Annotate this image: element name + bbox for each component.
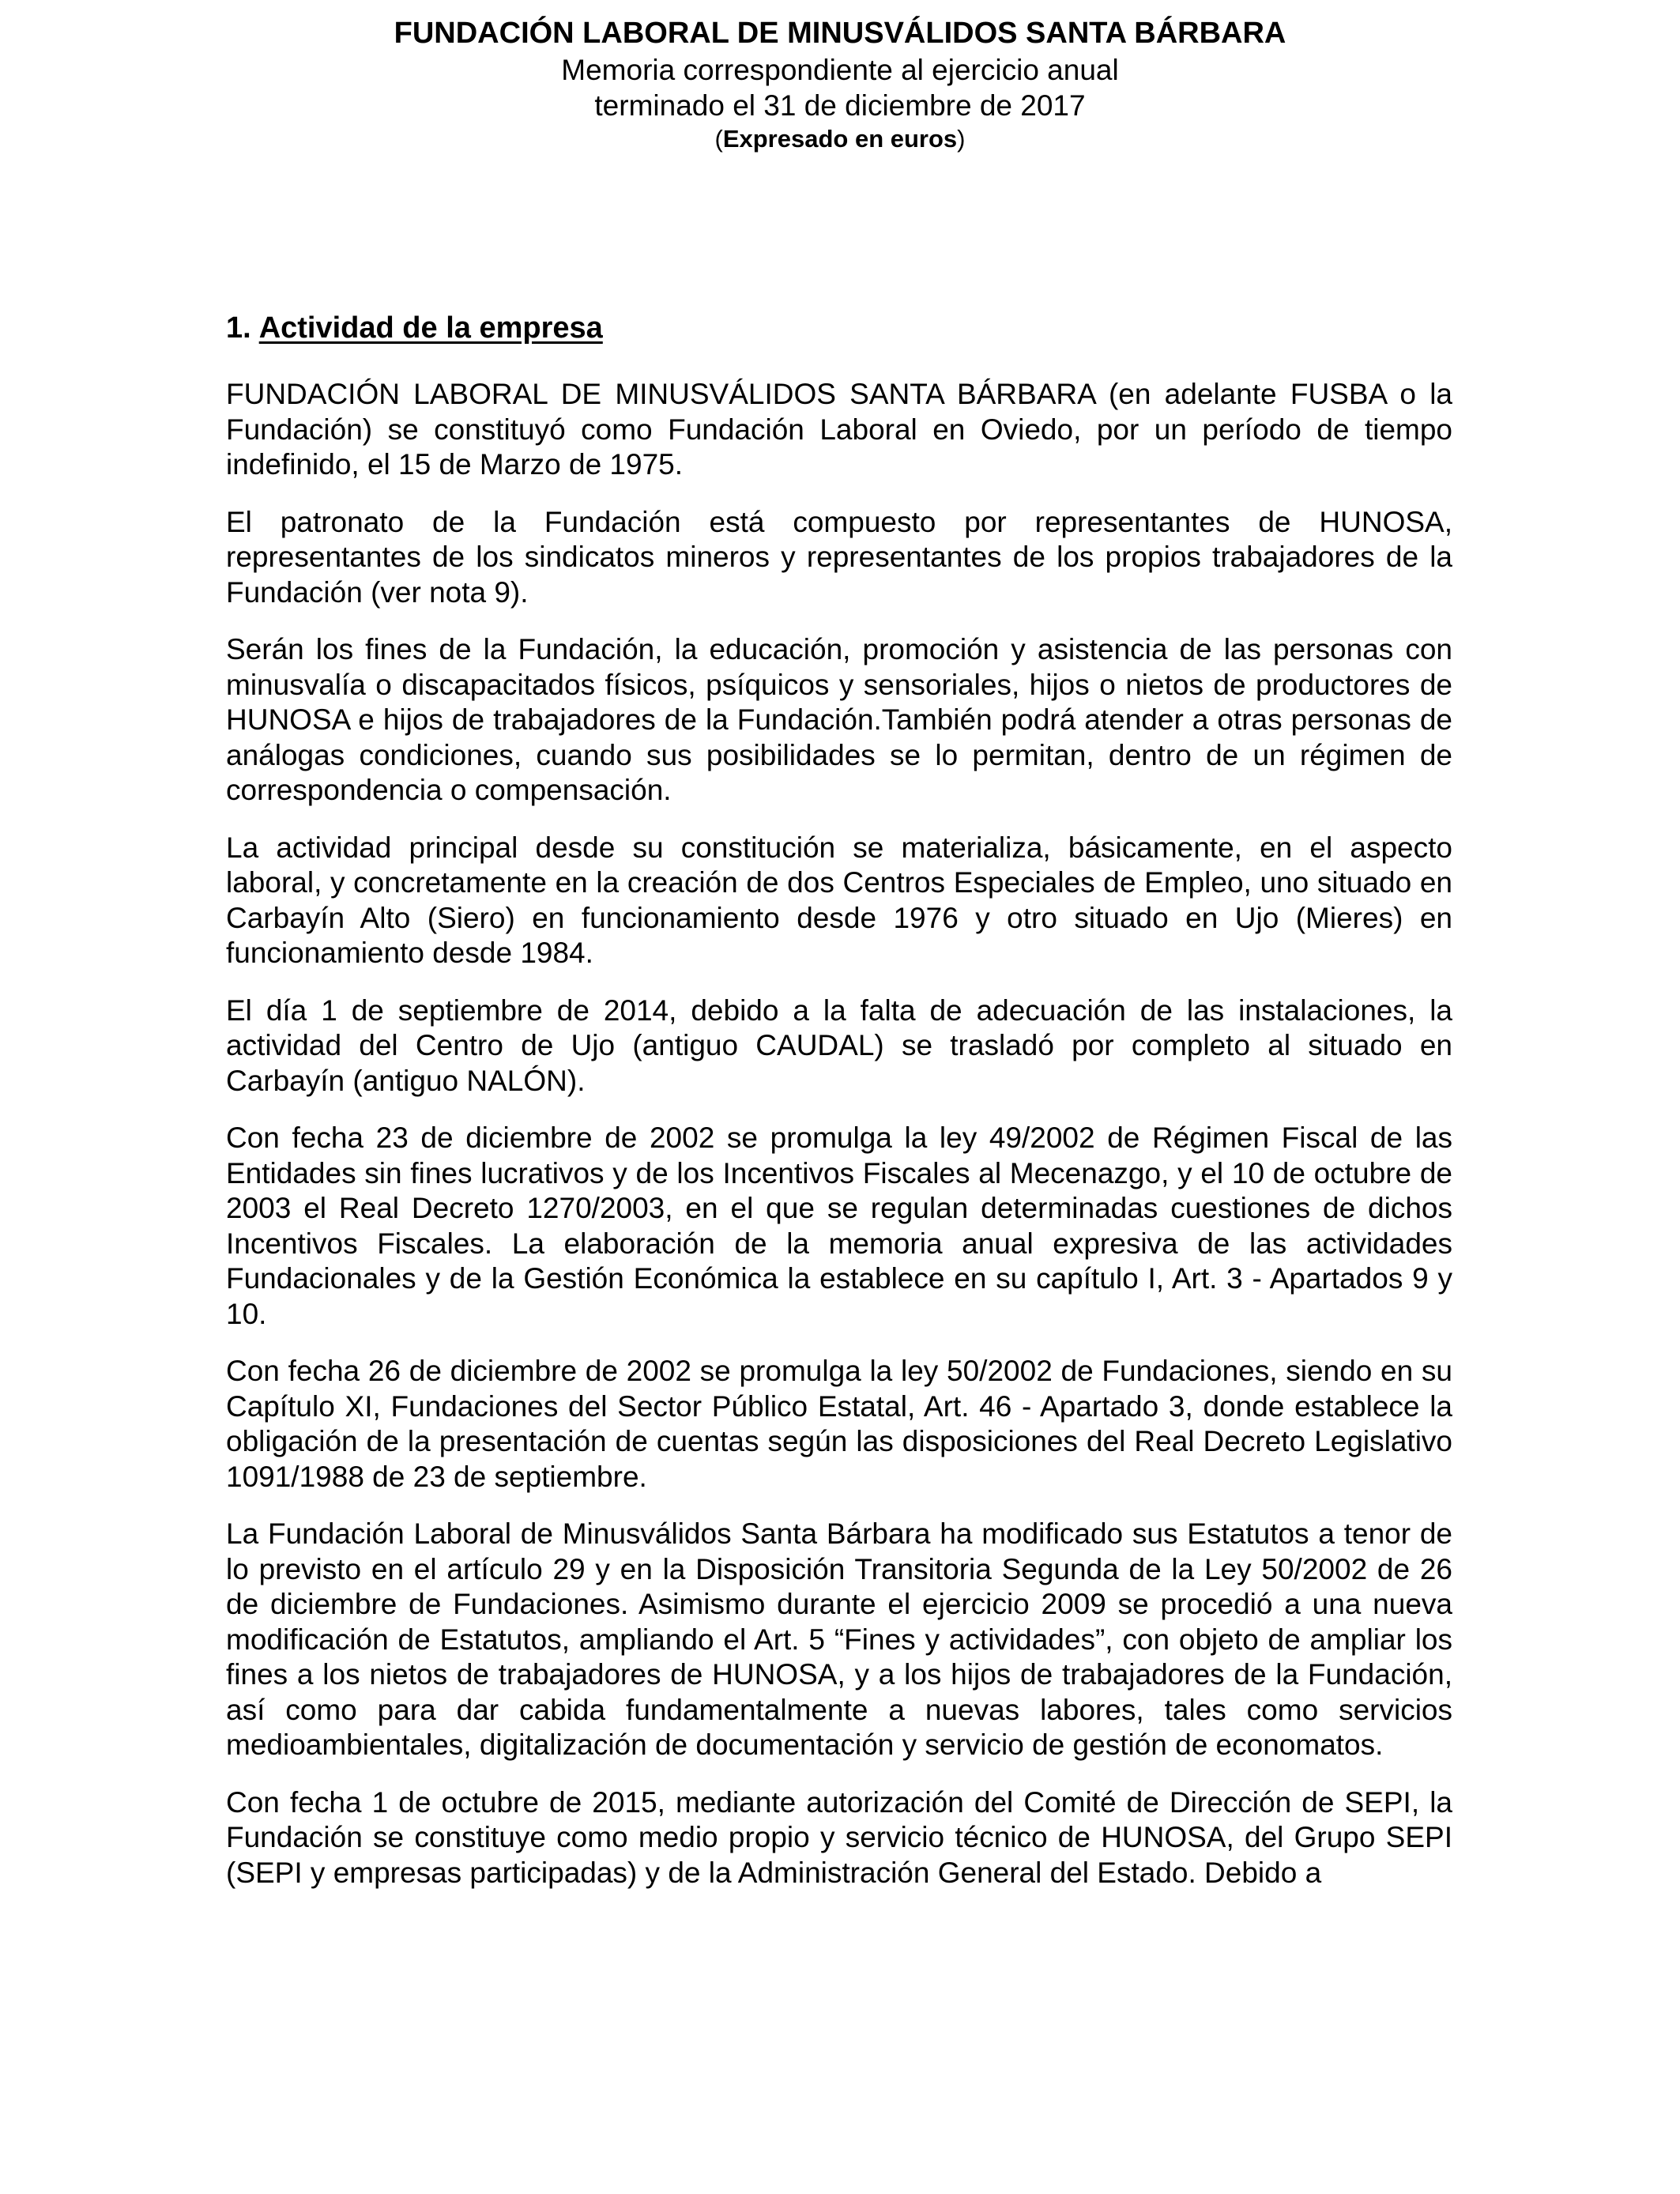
document-title: FUNDACIÓN LABORAL DE MINUSVÁLIDOS SANTA BÁRBARA: [394, 17, 1286, 50]
paragraph-medio-propio: Con fecha 1 de octubre de 2015, mediante autorización del Comité de Dirección de SEPI, la Fundación se constituye como medio propio y servicio técnico de HUNOSA, del Grupo SEPI (SEPI y empresas participadas) y de la Administración General del Estado. Debido a: [226, 1785, 1452, 1889]
paragraph-fines: Serán los fines de la Fundación, la educación, promoción y asistencia de las personas con minusvalía o discapacitados físicos, psíquicos y sensoriales, hijos o nietos de productores de HUNOSA e hijos de trabajadores de la Fundación.También podrá atender a otras personas de análogas condiciones, cuando sus posibilidades se lo permitan, dentro de un régimen de correspondencia o compensación.: [226, 633, 1452, 806]
paragraph-estatutos: La Fundación Laboral de Minusválidos Santa Bárbara ha modificado sus Estatutos a tenor de lo previsto en el artículo 29 y en la Disposición Transitoria Segunda de la Ley 50/2002 de 26 de diciembre de Fundaciones. Asimismo durante el ejercicio 2009 se procedió a una nueva modificación de Estatutos, ampliando el Art. 5 “Fines y actividades”, con objeto de ampliar los fines a los nietos de trabajadores de HUNOSA, y a los hijos de trabajadores de la Fundación, así como para dar cabida fundamentalmente a nuevas labores, tales como servicios medioambientales, digitalización de documentación y servicio de gestión de economatos.: [226, 1517, 1452, 1761]
paragraph-ley-50-2002: Con fecha 26 de diciembre de 2002 se promulga la ley 50/2002 de Fundaciones, siendo en su Capítulo XI, Fundaciones del Sector Público Estatal, Art. 46 - Apartado 3, donde establece la obligación de la presentación de cuentas según las disposiciones del Real Decreto Legislativo 1091/1988 de 23 de septiembre.: [226, 1355, 1452, 1493]
document-subtitle-line-2: terminado el 31 de diciembre de 2017: [594, 89, 1086, 122]
paragraph-constitution: FUNDACIÓN LABORAL DE MINUSVÁLIDOS SANTA BÁRBARA (en adelante FUSBA o la Fundación) se constituyó como Fundación Laboral en Oviedo, por un período de tiempo indefinido, el 15 de Marzo de 1975.: [226, 378, 1452, 481]
section-number: 1.: [226, 311, 251, 345]
section-heading: [226, 308, 1452, 348]
document-subtitle-line-1: Memoria correspondiente al ejercicio anual: [561, 54, 1119, 86]
paragraph-ley-49-2002: Con fecha 23 de diciembre de 2002 se promulga la ley 49/2002 de Régimen Fiscal de las Entidades sin fines lucrativos y de los Incentivos Fiscales al Mecenazgo, y el 10 de octubre de 2003 el Real Decreto 1270/2003, en el que se regulan determinadas cuestiones de dichos Incentivos Fiscales. La elaboración de la memoria anual expresiva de las actividades Fundacionales y de la Gestión Económica la establece en su capítulo I, Art. 3 - Apartados 9 y 10.: [226, 1122, 1452, 1330]
paragraph-patronato: El patronato de la Fundación está compuesto por representantes de HUNOSA, representantes de los sindicatos mineros y representantes de los propios trabajadores de la Fundación (ver nota 9).: [226, 505, 1452, 609]
document-header: [0, 14, 1680, 155]
currency-note-text: Expresado en euros: [722, 125, 958, 153]
currency-note: [0, 123, 1680, 155]
paragraph-actividad-principal: La actividad principal desde su constitución se materializa, básicamente, en el aspecto laboral, y concretamente en la creación de dos Centros Especiales de Empleo, uno situado en Carbayín Alto (Siero) en funcionamiento desde 1976 y otro situado en Ujo (Mieres) en funcionamiento desde 1984.: [226, 831, 1452, 969]
section-title: Actividad de la empresa: [258, 311, 603, 345]
document-body: [226, 308, 1452, 1913]
currency-note-close: ): [957, 125, 966, 153]
currency-note-open: (: [714, 125, 723, 153]
paragraph-traslado: El día 1 de septiembre de 2014, debido a la falta de adecuación de las instalaciones, la actividad del Centro de Ujo (antiguo CAUDAL) se trasladó por completo al situado en Carbayín (antiguo NALÓN).: [226, 993, 1452, 1097]
